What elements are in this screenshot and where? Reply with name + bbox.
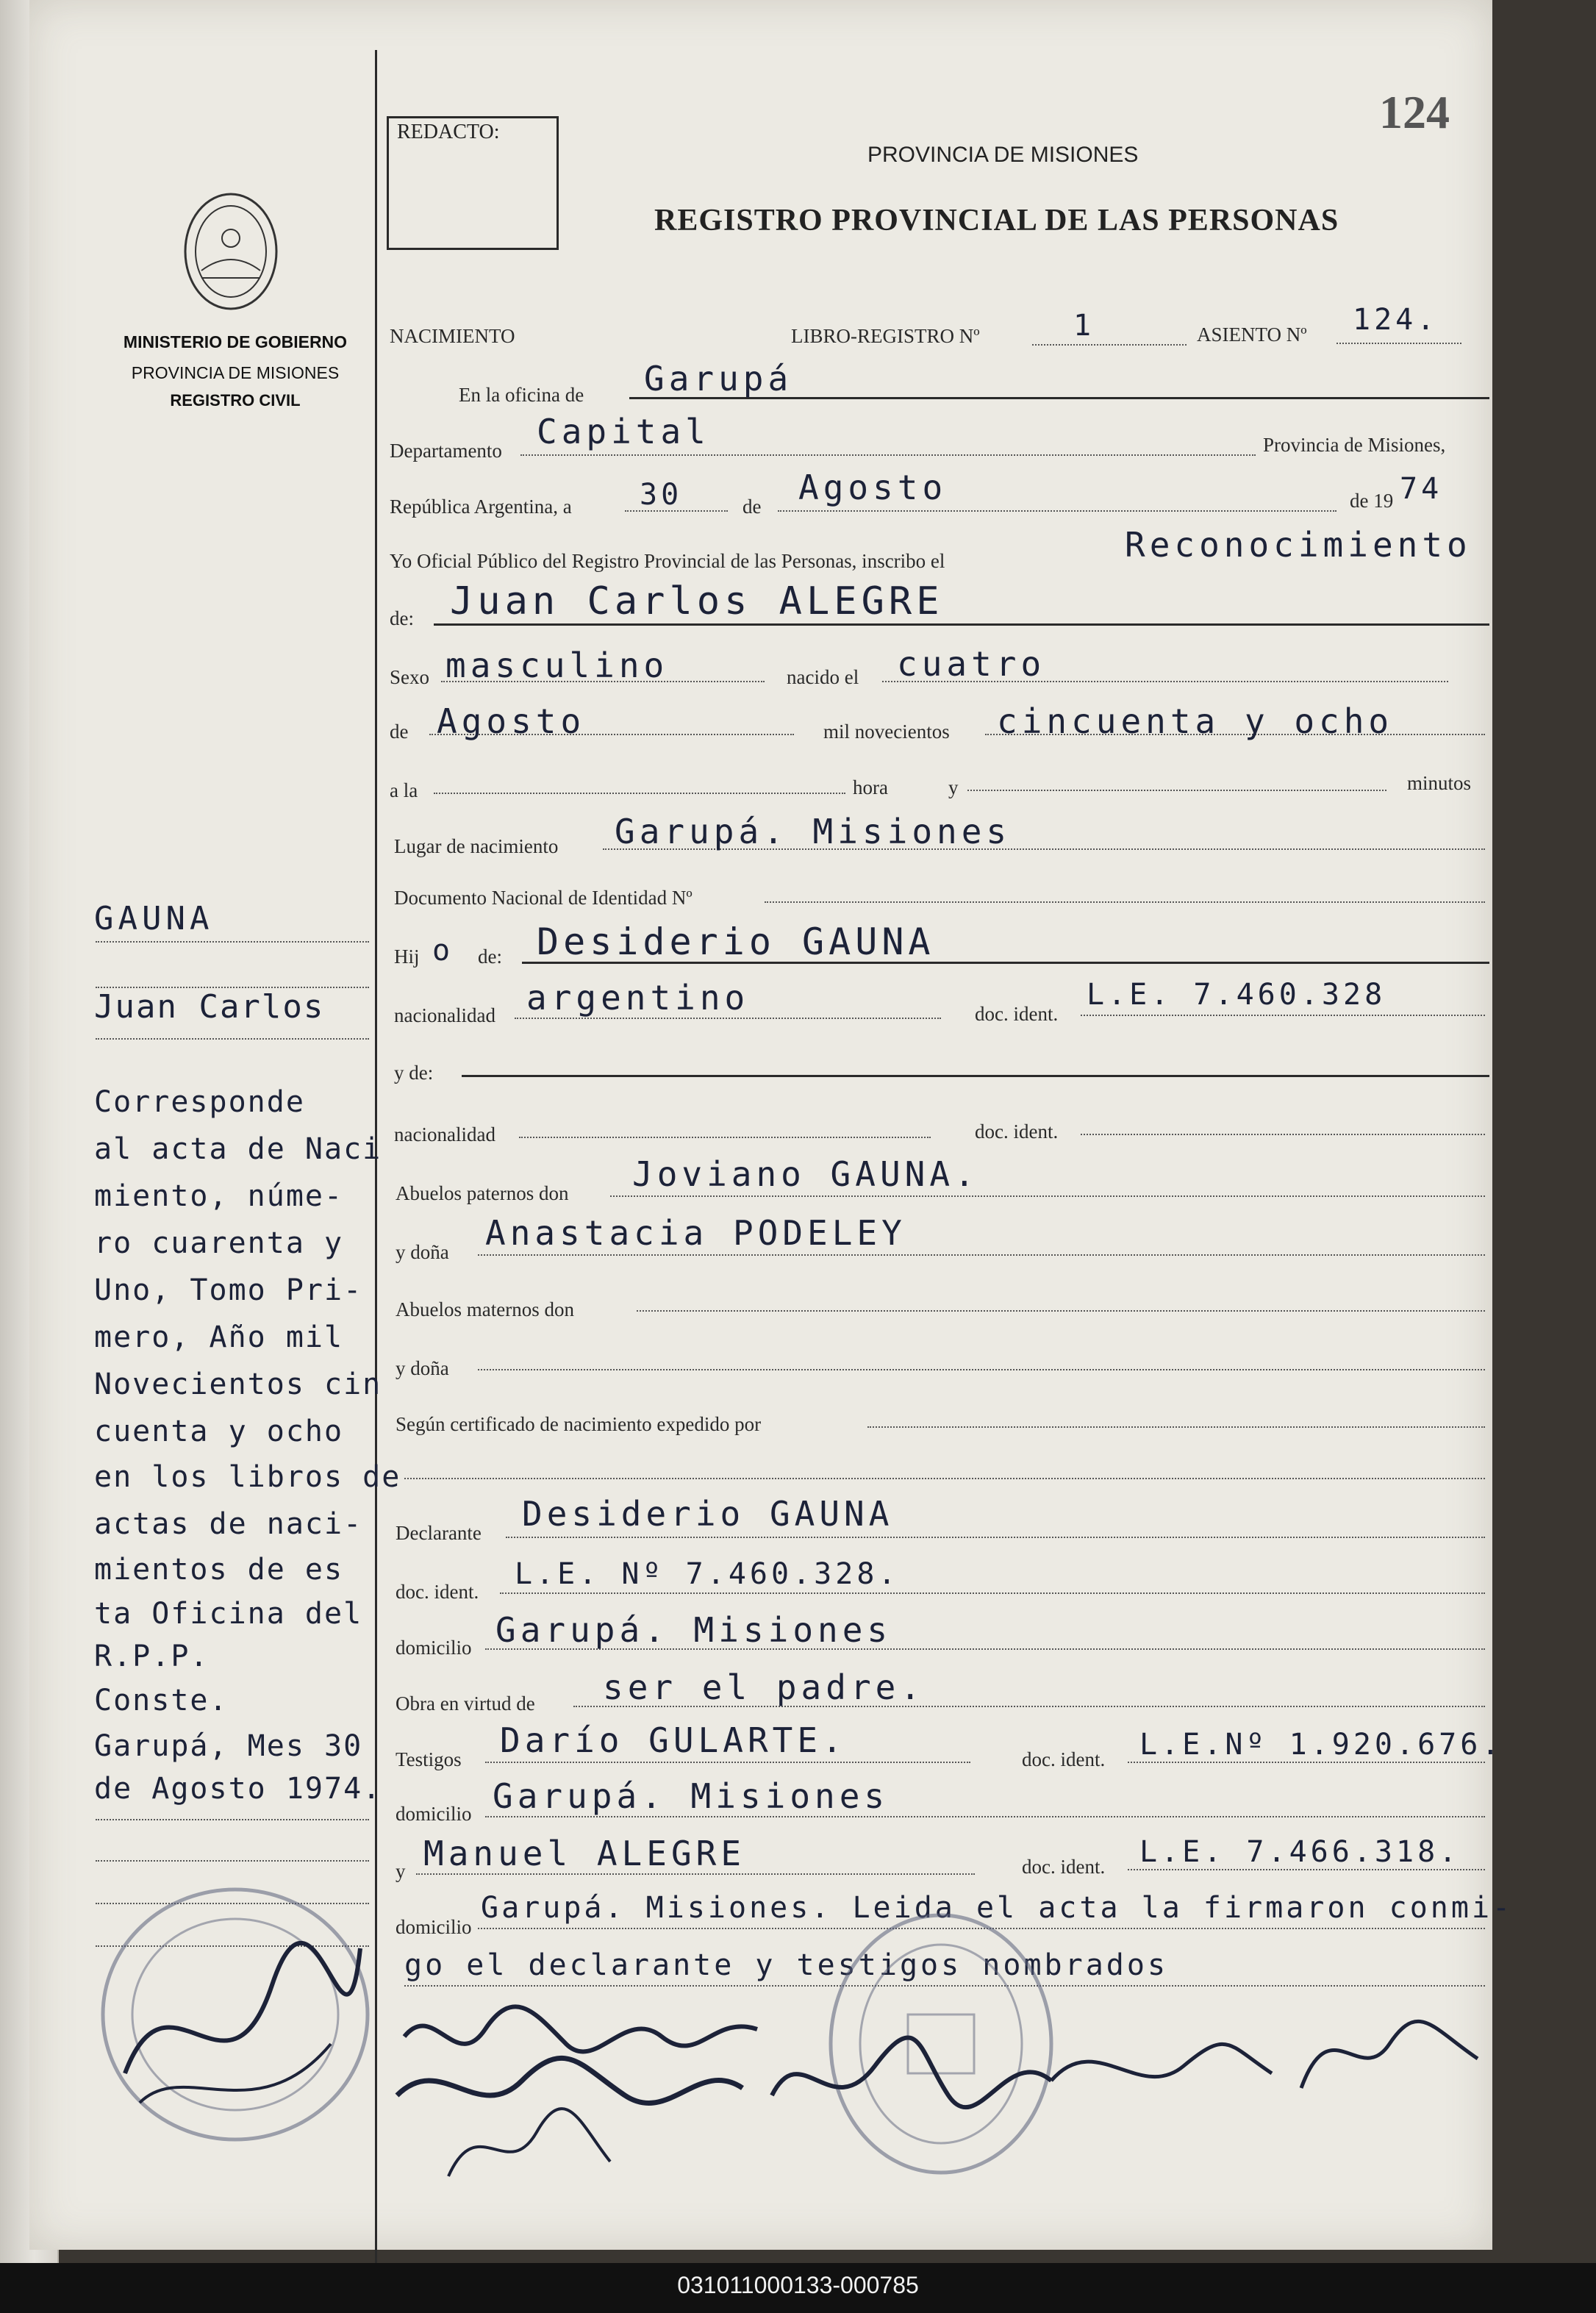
de-month-label: de <box>390 721 409 743</box>
nacionalidad-label: nacionalidad <box>394 1004 495 1026</box>
closing-line-1: Garupá. Misiones. Leida el acta la firmaron conmi- <box>481 1891 1514 1925</box>
sexo-label: Sexo <box>390 666 429 688</box>
y-de-label: y de: <box>394 1062 434 1084</box>
libro-label: LIBRO-REGISTRO Nº <box>791 325 980 347</box>
margin-note-line: mero, Año mil <box>94 1320 344 1354</box>
domicilio2-line <box>485 1816 1485 1817</box>
de-year-label: de 19 <box>1350 490 1394 512</box>
day-value: 30 <box>640 478 683 512</box>
asiento-line <box>1336 343 1461 344</box>
domicilio2-value: Garupá. Misiones <box>493 1776 890 1816</box>
sidebar-province: PROVINCIA DE MISIONES <box>131 363 340 382</box>
certificado-line-2 <box>404 1478 1485 1479</box>
decl-doc-label: doc. ident. <box>396 1581 479 1603</box>
name-label: de: <box>390 607 414 629</box>
testigo2-line <box>416 1873 975 1875</box>
margin-note-line: Conste. <box>94 1684 229 1717</box>
margin-note-line: Corresponde <box>94 1085 305 1119</box>
departamento-value: Capital <box>537 412 710 451</box>
departamento-label: Departamento <box>390 440 502 462</box>
margin-note-line: actas de naci- <box>94 1507 363 1541</box>
minutos-line <box>967 790 1386 791</box>
scan-footer-code: 031011000133-000785 <box>677 2272 919 2298</box>
margin-note-line: ro cuarenta y <box>94 1226 344 1260</box>
margin-line <box>96 1038 369 1040</box>
registrant-name: Juan Carlos ALEGRE <box>450 579 944 623</box>
registry-title: REGISTRO PROVINCIAL DE LAS PERSONAS <box>654 204 1339 237</box>
asiento-value: 124. <box>1353 303 1439 337</box>
a-la-label: a la <box>390 779 418 801</box>
minutos-label: minutos <box>1407 772 1472 794</box>
nacido-value: cuatro <box>897 644 1046 684</box>
lugar-value: Garupá. Misiones <box>615 812 1012 851</box>
sidebar-ministry: MINISTERIO DE GOBIERNO <box>123 332 348 351</box>
margin-note-line: miento, núme- <box>94 1179 344 1213</box>
margin-note-line: ta Oficina del <box>94 1597 363 1631</box>
mil-label: mil novecientos <box>823 721 950 743</box>
birth-year-value: cincuenta y ocho <box>997 701 1394 741</box>
provincia-suffix: Provincia de Misiones, <box>1263 434 1446 456</box>
madre-doc-line <box>1081 1134 1485 1135</box>
decl-doc-value: L.E. Nº 7.460.328. <box>515 1557 900 1591</box>
test1-doc-value: L.E.Nº 1.920.676. <box>1139 1728 1503 1762</box>
margin-note-line: Garupá, Mes 30 <box>94 1729 363 1763</box>
month-value: Agosto <box>798 468 948 507</box>
margin-note-line: R.P.P. <box>94 1640 210 1673</box>
nacionalidad2-line <box>519 1137 931 1138</box>
abuelo-paterno-line <box>610 1195 1485 1197</box>
page-number: 124 <box>1379 86 1450 138</box>
y-dona2-label: y doña <box>396 1357 449 1379</box>
dni-label: Documento Nacional de Identidad Nº <box>394 887 693 909</box>
test2-doc-value: L.E. 7.466.318. <box>1139 1835 1461 1869</box>
margin-note-line: de Agosto 1974. <box>94 1772 382 1806</box>
testigo2-value: Manuel ALEGRE <box>423 1834 746 1873</box>
closing-line-2: go el declarante y testigos nombrados <box>404 1948 1169 1982</box>
asiento-label: ASIENTO Nº <box>1197 323 1307 346</box>
margin-line <box>96 941 369 943</box>
departamento-line <box>520 454 1256 456</box>
testigo1-value: Darío GULARTE. <box>500 1720 847 1760</box>
margin-note-line: en los libros de <box>94 1460 401 1494</box>
sexo-value: masculino <box>445 646 669 685</box>
libro-line <box>1032 344 1187 346</box>
obra-value: ser el padre. <box>603 1667 926 1707</box>
padre-value: Desiderio GAUNA <box>537 920 935 963</box>
margin-note-line: cuenta y ocho <box>94 1415 344 1448</box>
year-value: 74 <box>1400 472 1443 506</box>
domicilio2-label: domicilio <box>396 1803 472 1825</box>
libro-value: 1 <box>1073 309 1095 343</box>
dni-line <box>765 901 1485 903</box>
name-line <box>434 623 1489 626</box>
signatures-icon <box>390 1985 1492 2198</box>
doc-ident2-label: doc. ident. <box>975 1120 1059 1143</box>
y-dona-label: y doña <box>396 1241 449 1263</box>
nacido-label: nacido el <box>787 666 859 688</box>
test1-doc-line <box>1128 1762 1485 1763</box>
de-label: de <box>742 496 762 518</box>
nacionalidad2-label: nacionalidad <box>394 1123 495 1145</box>
abuelo-materno-line <box>637 1310 1485 1312</box>
republica-label: República Argentina, a <box>390 496 572 518</box>
registry-stamp-left-icon <box>81 1867 390 2162</box>
abuela-paterna-value: Anastacia PODELEY <box>485 1213 906 1253</box>
testigo1-line <box>485 1762 970 1763</box>
abuelo-paterno-value: Joviano GAUNA. <box>632 1154 979 1194</box>
oficial-label: Yo Oficial Público del Registro Provincial de las Personas, inscribo el <box>390 550 945 572</box>
nacionalidad-value: argentino <box>526 978 750 1018</box>
domicilio-value: Garupá. Misiones <box>495 1610 892 1650</box>
declarante-label: Declarante <box>396 1522 482 1544</box>
testigos-label: Testigos <box>396 1748 462 1770</box>
decl-doc-line <box>500 1592 1485 1594</box>
obra-label: Obra en virtud de <box>396 1692 535 1715</box>
sidebar-registry: REGISTRO CIVIL <box>170 391 301 410</box>
margin-note-line: Novecientos cin <box>94 1368 382 1401</box>
declarante-value: Desiderio GAUNA <box>522 1494 894 1534</box>
declarante-line <box>506 1537 1485 1538</box>
margin-given-names: Juan Carlos <box>94 988 325 1026</box>
birth-month-value: Agosto <box>437 701 586 741</box>
month-line <box>778 510 1336 512</box>
hora-line <box>434 793 845 794</box>
padre-doc-line <box>1081 1015 1485 1016</box>
margin-line <box>96 1819 369 1820</box>
oficial-value: Reconocimiento <box>1125 525 1472 565</box>
margin-surname: GAUNA <box>94 900 214 937</box>
y2-label: y <box>396 1860 406 1882</box>
padre-doc-value: L.E. 7.460.328 <box>1087 978 1386 1012</box>
margin-note-line: Uno, Tomo Pri- <box>94 1273 363 1307</box>
nacionalidad-line <box>515 1018 941 1019</box>
oficina-label: En la oficina de <box>459 384 584 406</box>
hijo-label: Hij <box>394 945 420 968</box>
doc-ident-label: doc. ident. <box>975 1003 1059 1025</box>
certificado-label: Según certificado de nacimiento expedido por <box>396 1413 762 1435</box>
margin-note-line: mientos de es <box>94 1553 344 1587</box>
lugar-label: Lugar de nacimiento <box>394 835 559 857</box>
abuela-paterna-line <box>478 1254 1485 1256</box>
test2-doc-line <box>1128 1869 1485 1870</box>
certificado-line <box>867 1426 1485 1428</box>
abuelos-paternos-label: Abuelos paternos don <box>396 1182 569 1204</box>
y-label: y <box>948 776 959 798</box>
margin-note-line: al acta de Naci <box>94 1132 382 1166</box>
madre-line <box>462 1075 1489 1077</box>
abuela-materna-line <box>478 1369 1485 1370</box>
domicilio-label: domicilio <box>396 1637 472 1659</box>
hijo-gender: o <box>432 934 454 968</box>
redacto-label: REDACTO: <box>397 121 500 143</box>
margin-line <box>96 1860 369 1862</box>
province-header: PROVINCIA DE MISIONES <box>867 143 1139 167</box>
test1-doc-label: doc. ident. <box>1022 1748 1106 1770</box>
hora-label: hora <box>853 776 888 798</box>
test2-doc-label: doc. ident. <box>1022 1856 1106 1878</box>
hijo-de-label: de: <box>478 945 502 968</box>
oficina-value: Garupá <box>644 359 793 398</box>
nacimiento-label: NACIMIENTO <box>390 325 515 347</box>
domicilio3-label: domicilio <box>396 1916 472 1938</box>
provincial-crest-icon <box>179 190 282 313</box>
abuelos-maternos-label: Abuelos maternos don <box>396 1298 574 1320</box>
